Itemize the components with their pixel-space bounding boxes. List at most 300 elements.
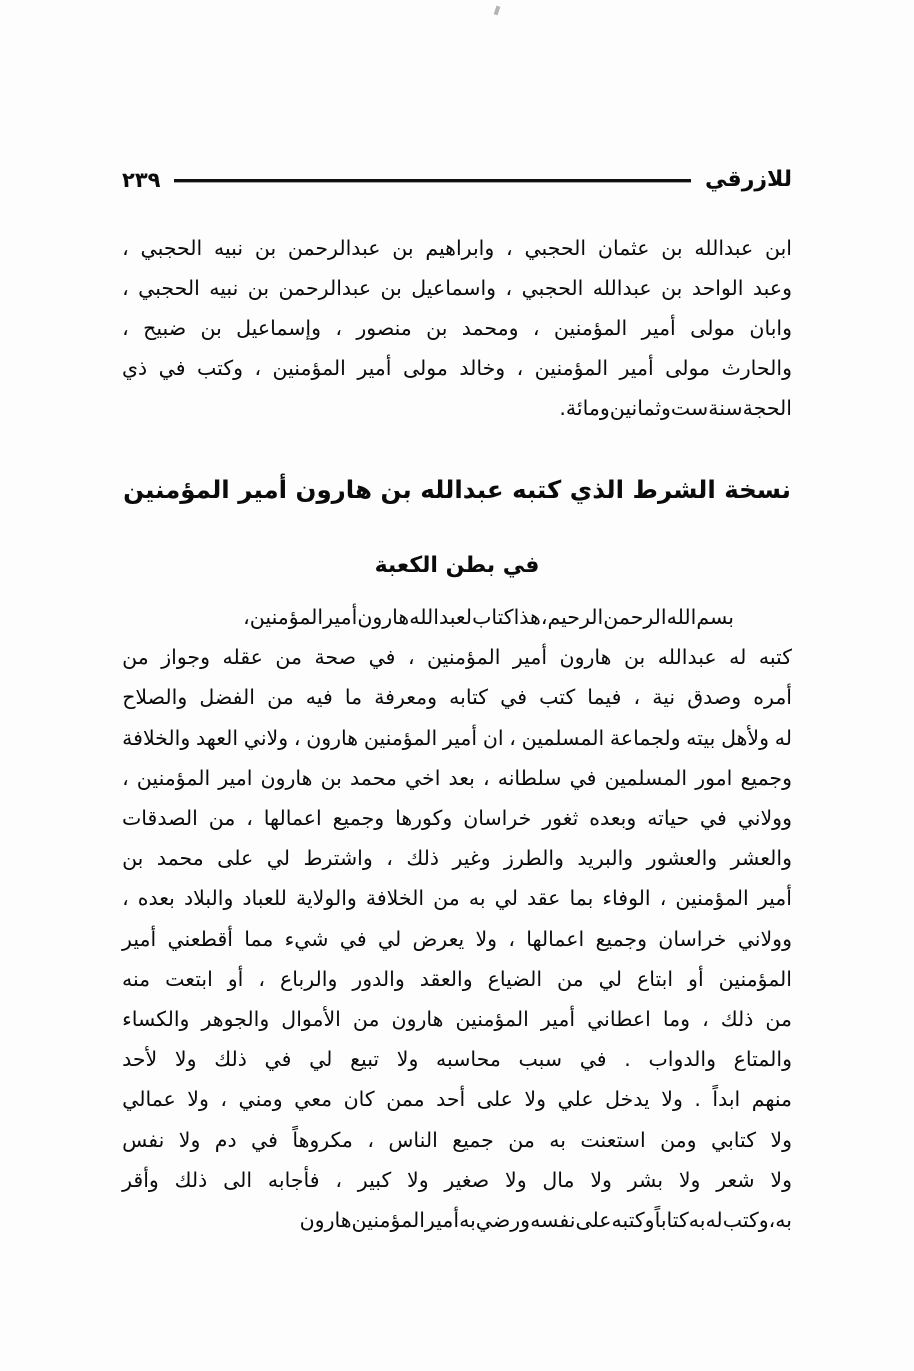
word: المؤمنين [136,765,211,790]
word: والصلاح [122,685,188,710]
word: ، [659,886,667,911]
word: منه [122,966,151,991]
word: الحجة [742,396,792,420]
word: هارون [559,645,612,670]
word: المؤمنين [553,316,628,340]
word: ، [506,236,513,260]
word: كتابه [449,685,489,710]
word: الحجبي [524,236,587,260]
word: ومائة [565,396,610,420]
word: ولا [475,926,498,951]
word: والعشر [730,846,792,871]
word: ورضي [475,1208,531,1233]
word: وكورها [395,806,453,831]
word: فيما [587,685,622,710]
word: ، [386,846,393,871]
word: من [765,1007,792,1032]
word: صحة [314,645,357,670]
word: هارون [306,725,359,750]
word: محاسبه [436,1047,501,1072]
word: بيته [686,725,716,750]
text-line [122,919,792,959]
word: المؤمنين [675,886,749,911]
word: ، [540,605,548,629]
word: في [339,926,367,951]
text-line [122,878,792,918]
word: ، [254,356,262,380]
folio-number: ٢٣٩ [122,167,161,192]
word: ثغور [542,806,579,831]
word: حياته [647,806,689,831]
word: ولا [178,1127,201,1152]
word: ، [293,725,301,750]
word: والرباع [280,966,338,991]
word: في [579,1047,607,1072]
word: نفسه [530,1208,576,1233]
word: وابراهيم [425,236,495,260]
word: وغير [452,846,491,871]
word: المسلمين [521,725,605,750]
word: هارون [260,765,313,790]
word: المؤمنين [363,725,438,750]
word: اعمالها [263,806,322,831]
word: بن [426,316,448,340]
word: عبدالرحمن [287,236,381,260]
word: به [549,1127,566,1152]
word: في [158,356,186,380]
word: ، [258,966,266,991]
word: وخالد [459,356,506,380]
word: بن [247,276,270,300]
word: كتاب [472,605,514,629]
word: ومني [238,1087,283,1112]
word: ، [702,1007,709,1032]
word: الناس [388,1127,438,1152]
word: ، [532,316,540,340]
word: من [557,966,584,991]
word: مولى [690,316,736,340]
word: ذلك [174,1167,208,1192]
word: لي [309,1047,333,1072]
word: عقله [222,645,263,670]
word: للعباد [242,886,287,911]
word: أو [227,966,244,991]
word: الفضل [199,685,255,710]
word: الخلافة [365,886,425,911]
word: من [267,685,294,710]
word: وثمانين [609,396,671,420]
word: وجميع [595,926,647,951]
word: عقد [527,886,561,911]
word: ومحمد [461,316,519,340]
word: من [122,645,149,670]
word: نبيه [214,236,244,260]
text-line [122,758,792,798]
word: هذا [513,605,541,629]
word: وما [662,1007,691,1032]
word: بن [392,236,414,260]
word: عبدالله [694,236,754,260]
word: ولا [678,1167,701,1192]
word: الواحد [691,276,744,300]
word: أمير [641,316,676,340]
word: به [459,1208,476,1233]
word: . [624,1047,631,1072]
word: به [468,886,486,911]
word: منهم [751,1087,792,1112]
isnad-paragraph [122,228,792,428]
word: أقطعني [167,926,233,951]
word: ولا [187,1087,209,1112]
word: ، [220,1087,227,1112]
word: من [352,1007,380,1032]
word: في [569,765,597,790]
word: به [775,1208,792,1233]
word: له [705,1208,723,1233]
word: ، [768,1208,776,1233]
word: يعرض [412,926,465,951]
word: وصدق [687,685,742,710]
word: والجوهر [201,1007,270,1032]
word: الوفاء [602,886,651,911]
word: في [699,806,727,831]
word: بن [200,316,222,340]
word: في [251,1127,278,1152]
word: الحجبي [138,276,200,300]
section-heading-main: نسخة الشرط الذي كتبه عبدالله بن هارون أمير المؤمنين [123,475,791,504]
word: والخلافة [122,725,191,750]
word: نبيه [209,276,239,300]
word: أمير [757,886,792,911]
word: كان [343,1087,375,1112]
word: مكروهاً [292,1127,353,1152]
word: ، [407,645,415,670]
word: ، [335,316,342,340]
word: كتبه [758,645,792,670]
word: وكتبه [611,1208,655,1233]
word: المؤمنين [427,645,501,670]
word: العهد [195,725,239,750]
word: والكساء [122,1007,190,1032]
word: عمالي [122,1087,176,1112]
running-head [122,163,792,197]
word: بن [623,645,646,670]
word: الى [223,1167,253,1192]
word: وعبد [752,276,792,300]
word: كتاباً [654,1208,689,1233]
word: ممن [386,1087,425,1112]
word: المؤمنين [272,356,346,380]
word: ولجماعة [609,725,681,750]
word: وجواز [161,645,210,670]
text-line [122,308,792,348]
word: أمير [540,1007,576,1032]
text-line [122,838,792,878]
word: المؤمنين [718,966,792,991]
word: على [217,846,254,871]
word: ما [344,685,363,710]
document-body [122,597,792,1240]
word: سلطانه [497,765,562,790]
word: من [508,1127,535,1152]
word: ، [367,1127,374,1152]
word: ولا [407,1167,429,1192]
word: بن [661,236,683,260]
word: عبدالله [592,276,652,300]
word: الرحمن [603,605,667,629]
text-line [122,1160,792,1200]
word: ، [505,276,513,300]
word: يدخل [605,1087,650,1112]
word: علي [557,1087,594,1112]
word: لي [494,886,518,911]
word: أحد [436,1087,466,1112]
word: استعنت [580,1127,646,1152]
word: الحجبي [140,236,203,260]
word: . [559,396,566,420]
word: بعده [137,886,175,911]
word: وولاني [737,926,792,951]
word: شعر [716,1167,755,1192]
word: ان [482,725,504,750]
word: هارون [357,605,410,629]
word: ضبيح [143,316,187,340]
word: الضياع [487,966,543,991]
word: وابان [749,316,792,340]
word: مولى [665,356,711,380]
section-heading-sub: في بطن الكعبة [374,553,540,578]
word: كبير [357,1167,392,1192]
word: هارون [391,1007,444,1032]
word: بن [122,846,144,871]
word: ولا [396,1047,419,1072]
section-heading [122,470,792,586]
word: عبدالله [657,645,717,670]
word: ذلك [406,846,439,871]
word: وجميع [740,765,792,790]
word: خراسان [658,926,727,951]
text-line [122,959,792,999]
word: وولاني [737,806,792,831]
word: اعمالها [526,926,585,951]
word: مولى [402,356,448,380]
word: بن [320,765,342,790]
word: والمتاع [733,1047,792,1072]
word: ومعرفة [374,685,438,710]
text-line [122,637,792,677]
word: ، [122,276,129,300]
word: ابتعت [165,966,213,991]
word: له [774,725,792,750]
word: أو [688,966,704,991]
word: ذي [122,356,148,380]
word: المؤمنين [455,1007,529,1032]
word: الرحيم [547,605,604,629]
word: لعبد [438,605,473,629]
word: ذلك [214,1047,247,1072]
text-line [122,268,792,308]
word: ولا [505,1167,527,1192]
text-line [122,798,792,838]
text-line [122,999,792,1039]
word: جميع [452,1127,494,1152]
word: بسم [696,605,734,629]
text-line [122,228,792,268]
word: من [208,806,236,831]
word: ، [508,926,515,951]
word: المؤمنين [249,605,324,629]
word: بن [661,276,683,300]
word: وأقر [122,1167,159,1192]
word: ذلك [720,1007,754,1032]
word: الله [666,605,697,629]
word: نية [652,685,676,710]
text-line [122,677,792,717]
word: معي [294,1087,333,1112]
word: ، [633,685,641,710]
word: لي [377,926,402,951]
text-line [122,1200,792,1240]
word: صغير [444,1167,490,1192]
word: ولا [661,1087,683,1112]
text-line [122,718,792,758]
word: امير [218,765,253,790]
word: ، [482,765,490,790]
word: امور [695,765,733,790]
word: في [368,645,396,670]
word: محمد [156,846,204,871]
word: اعطاني [587,1007,651,1032]
text-line [122,348,792,388]
word: ، [246,806,253,831]
word: لأحد [122,1047,158,1072]
word: تبيع [350,1047,380,1072]
word: وبعده [589,806,637,831]
word: أمير [323,605,358,629]
word: أمير [442,725,478,750]
word: . [694,1087,701,1112]
word: وكتب [722,1208,769,1233]
word: وإسماعيل [236,316,321,340]
word: فيه [305,685,333,710]
word: عبدالرحمن [278,276,372,300]
word: ، [509,725,516,750]
word: والولاية [295,886,357,911]
word: هارون [299,1208,352,1233]
header-rule [174,179,691,182]
word: بما [569,886,594,911]
word: بعد [448,765,475,790]
word: والحارث [721,356,792,380]
word: على [476,1087,513,1112]
text-line [122,1079,792,1119]
word: دم [214,1127,237,1152]
word: في [264,1047,292,1072]
text-line [122,388,792,428]
word: واسماعيل [411,276,497,300]
word: ، [122,765,129,790]
word: أمير [619,356,654,380]
word: ابداً [712,1087,741,1112]
word: الله [409,605,439,629]
word: من [433,886,460,911]
word: والبلاد [183,886,234,911]
word: ولا [524,1087,546,1112]
word: على [575,1208,612,1233]
word: فأجابه [267,1167,320,1192]
word: أمير [512,645,548,670]
word: ولأهل [721,725,770,750]
word: والطرز [504,846,564,871]
word: والعشور [646,846,718,871]
word: والدواب [648,1047,716,1072]
word: نفس [122,1127,165,1152]
text-line [122,597,792,637]
word: واشترط [303,846,373,871]
word: المسلمين [604,765,688,790]
word: المؤمنين [534,356,609,380]
word: ، [122,236,129,260]
word: المؤمنين [351,1208,425,1233]
text-line [122,1120,792,1160]
word: بشر [627,1167,664,1192]
word: كتابي [711,1127,756,1152]
word: مال [542,1167,575,1192]
word: ، [122,316,129,340]
word: ابن [764,236,792,260]
text-line [122,1039,792,1079]
word: كتب [539,685,576,710]
word: ولا [770,1167,792,1192]
word: ، [122,886,129,911]
word: خراسان [463,806,532,831]
word: أمره [753,685,792,710]
word: بن [380,276,402,300]
word: بن [254,236,277,260]
word: ، [516,356,524,380]
word: ولاني [243,725,289,750]
word: سنة [708,396,743,420]
word: والدور [352,966,405,991]
word: له [729,645,747,670]
word: والبريد [577,846,634,871]
word: به [688,1208,706,1233]
word: ومن [660,1127,697,1152]
word: ، [243,605,250,629]
word: ، [335,1167,342,1192]
word: الأموال [281,1007,341,1032]
book-title: للازرقي [705,167,792,192]
word: من [275,645,302,670]
word: وكتب [197,356,243,380]
word: مما [244,926,274,951]
word: منصور [356,316,412,340]
word: اخي [404,765,441,790]
word: ولا [174,1047,197,1072]
word: أمير [424,1208,460,1233]
word: والعقد [419,966,473,991]
word: لي [598,966,622,991]
word: ولا [770,1127,792,1152]
word: أمير [357,356,392,380]
word: سبب [518,1047,563,1072]
word: في [500,685,528,710]
word: الحجبي [521,276,584,300]
word: أمير [122,926,157,951]
word: عثمان [597,236,650,260]
word: لي [266,846,291,871]
scan-artifact-speck [494,6,501,16]
